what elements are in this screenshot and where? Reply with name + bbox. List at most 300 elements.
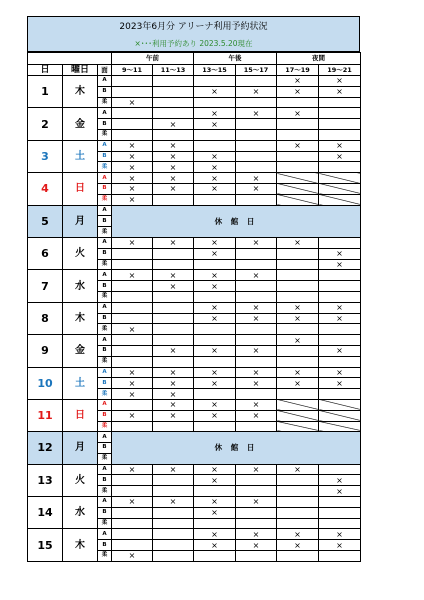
slot-cell — [194, 356, 236, 367]
day-number: 11 — [28, 399, 63, 431]
slot-cell: × — [236, 313, 277, 324]
slot-cell: × — [236, 410, 277, 421]
facility-label: 柔 — [98, 97, 112, 108]
slot-cell: × — [153, 237, 194, 248]
day-row — [28, 529, 361, 540]
slot-cell: × — [319, 529, 361, 540]
slot-cell: × — [236, 497, 277, 508]
col-header-day: 日 — [28, 64, 63, 76]
slot-cell — [153, 324, 194, 335]
unavailable-slot — [319, 194, 361, 205]
slot-cell: × — [194, 151, 236, 162]
slot-cell: × — [112, 378, 153, 389]
slot-cell: × — [194, 464, 236, 475]
slot-cell — [112, 86, 153, 97]
slot-cell: × — [194, 162, 236, 173]
slot-cell: × — [112, 324, 153, 335]
facility-label: B — [98, 540, 112, 551]
facility-label: 柔 — [98, 291, 112, 302]
slot-cell: × — [236, 108, 277, 119]
day-row — [28, 497, 361, 508]
slot-cell — [194, 551, 236, 562]
slot-cell: × — [277, 76, 319, 87]
slot-cell — [236, 76, 277, 87]
facility-label: A — [98, 76, 112, 87]
slot-cell — [112, 259, 153, 270]
facility-label: 柔 — [98, 129, 112, 140]
slot-cell: × — [112, 464, 153, 475]
slot-header: 19～21 — [319, 64, 361, 76]
slot-cell: × — [277, 378, 319, 389]
slot-cell: × — [236, 237, 277, 248]
facility-label: A — [98, 205, 112, 216]
slot-cell — [277, 119, 319, 130]
facility-label: A — [98, 140, 112, 151]
day-row — [28, 270, 361, 281]
facility-label: 柔 — [98, 227, 112, 238]
slot-cell — [194, 518, 236, 529]
slot-cell — [236, 151, 277, 162]
day-row — [28, 76, 361, 87]
slot-header: 9～11 — [112, 64, 153, 76]
slot-cell — [153, 518, 194, 529]
col-header-weekday: 曜日 — [63, 64, 98, 76]
unavailable-slot — [277, 421, 319, 432]
slot-cell — [194, 291, 236, 302]
slot-cell: × — [194, 183, 236, 194]
facility-label: A — [98, 399, 112, 410]
slot-cell — [112, 356, 153, 367]
slot-cell: × — [319, 76, 361, 87]
slot-cell: × — [277, 140, 319, 151]
slot-cell — [236, 421, 277, 432]
slot-cell — [153, 507, 194, 518]
slot-cell: × — [153, 464, 194, 475]
slot-cell — [319, 335, 361, 346]
slot-cell — [194, 140, 236, 151]
facility-label: B — [98, 86, 112, 97]
slot-cell — [236, 291, 277, 302]
slot-cell — [194, 259, 236, 270]
slot-cell — [236, 140, 277, 151]
facility-label: A — [98, 270, 112, 281]
weekday: 日 — [63, 173, 98, 205]
slot-cell — [112, 108, 153, 119]
day-number: 5 — [28, 205, 63, 237]
weekday: 日 — [63, 399, 98, 431]
slot-cell — [319, 551, 361, 562]
period-morning: 午前 — [112, 53, 194, 65]
slot-cell — [277, 518, 319, 529]
slot-cell: × — [277, 313, 319, 324]
slot-cell: × — [277, 237, 319, 248]
weekday: 水 — [63, 497, 98, 529]
slot-cell — [277, 97, 319, 108]
slot-cell: × — [319, 151, 361, 162]
slot-cell — [277, 281, 319, 292]
slot-cell — [153, 86, 194, 97]
slot-cell — [319, 497, 361, 508]
slot-cell — [236, 389, 277, 400]
slot-cell — [194, 194, 236, 205]
period-afternoon: 午後 — [194, 53, 277, 65]
slot-cell — [236, 324, 277, 335]
period-night: 夜間 — [277, 53, 361, 65]
slot-cell: × — [277, 540, 319, 551]
slot-cell: × — [194, 108, 236, 119]
slot-cell: × — [277, 302, 319, 313]
slot-cell — [194, 421, 236, 432]
slot-cell: × — [319, 378, 361, 389]
slot-cell: × — [236, 173, 277, 184]
slot-cell: × — [319, 345, 361, 356]
slot-header: 11～13 — [153, 64, 194, 76]
facility-label: A — [98, 464, 112, 475]
slot-cell: × — [236, 529, 277, 540]
slot-cell — [236, 335, 277, 346]
slot-cell: × — [194, 302, 236, 313]
slot-cell: × — [112, 173, 153, 184]
slot-cell — [277, 551, 319, 562]
slot-cell: × — [236, 345, 277, 356]
slot-cell — [194, 76, 236, 87]
slot-cell — [319, 518, 361, 529]
slot-cell: × — [319, 140, 361, 151]
slot-cell — [112, 529, 153, 540]
col-header-facility: 面 — [98, 64, 112, 76]
slot-cell: × — [194, 345, 236, 356]
slot-cell: × — [153, 367, 194, 378]
slot-cell — [319, 507, 361, 518]
weekday: 月 — [63, 205, 98, 237]
slot-cell: × — [153, 399, 194, 410]
slot-cell — [112, 119, 153, 130]
slot-cell — [236, 486, 277, 497]
facility-label: A — [98, 173, 112, 184]
slot-cell — [236, 162, 277, 173]
slot-cell: × — [194, 497, 236, 508]
facility-label: A — [98, 237, 112, 248]
slot-cell — [112, 129, 153, 140]
slot-cell: × — [277, 108, 319, 119]
weekday: 火 — [63, 237, 98, 269]
reservation-sheet — [27, 16, 360, 562]
slot-cell — [236, 518, 277, 529]
slot-cell: × — [277, 367, 319, 378]
slot-cell — [277, 259, 319, 270]
facility-label: B — [98, 119, 112, 130]
day-row — [28, 302, 361, 313]
slot-cell — [112, 313, 153, 324]
slot-cell — [153, 76, 194, 87]
day-number: 8 — [28, 302, 63, 334]
slot-cell: × — [319, 367, 361, 378]
slot-cell: × — [236, 367, 277, 378]
slot-cell: × — [236, 399, 277, 410]
day-row — [28, 464, 361, 475]
slot-cell — [236, 281, 277, 292]
facility-label: B — [98, 281, 112, 292]
slot-cell — [112, 518, 153, 529]
slot-cell — [112, 281, 153, 292]
slot-cell: × — [112, 551, 153, 562]
slot-cell — [153, 97, 194, 108]
slot-cell: × — [153, 345, 194, 356]
facility-label: A — [98, 335, 112, 346]
facility-label: B — [98, 475, 112, 486]
facility-label: B — [98, 313, 112, 324]
slot-cell: × — [112, 410, 153, 421]
slot-header: 15～17 — [236, 64, 277, 76]
day-number: 2 — [28, 108, 63, 140]
day-number: 3 — [28, 140, 63, 172]
slot-cell — [112, 291, 153, 302]
facility-label: 柔 — [98, 486, 112, 497]
unavailable-slot — [277, 173, 319, 184]
reservation-table — [27, 52, 361, 562]
unavailable-slot — [277, 399, 319, 410]
slot-cell: × — [194, 313, 236, 324]
slot-cell — [319, 162, 361, 173]
slot-cell — [277, 475, 319, 486]
slot-cell — [236, 551, 277, 562]
unavailable-slot — [319, 421, 361, 432]
facility-label: A — [98, 432, 112, 443]
slot-header: 13～15 — [194, 64, 236, 76]
slot-cell — [112, 486, 153, 497]
slot-cell — [112, 507, 153, 518]
facility-label: B — [98, 151, 112, 162]
slot-cell — [319, 464, 361, 475]
slot-cell — [112, 248, 153, 259]
legend-note: ×･･･利用予約あり 2023.5.20現在 — [27, 37, 360, 52]
slot-cell — [319, 237, 361, 248]
slot-cell: × — [236, 183, 277, 194]
facility-label: 柔 — [98, 421, 112, 432]
facility-label: 柔 — [98, 551, 112, 562]
slot-header: 17～19 — [277, 64, 319, 76]
slot-cell — [319, 324, 361, 335]
slot-cell: × — [194, 399, 236, 410]
facility-label: B — [98, 507, 112, 518]
slot-cell: × — [153, 270, 194, 281]
day-row — [28, 367, 361, 378]
slot-cell: × — [153, 151, 194, 162]
weekday: 金 — [63, 108, 98, 140]
slot-cell — [319, 97, 361, 108]
slot-cell: × — [236, 270, 277, 281]
slot-cell — [319, 281, 361, 292]
day-number: 6 — [28, 237, 63, 269]
slot-cell: × — [112, 389, 153, 400]
weekday: 火 — [63, 464, 98, 496]
day-number: 9 — [28, 335, 63, 367]
slot-cell: × — [112, 194, 153, 205]
slot-cell: × — [194, 410, 236, 421]
weekday: 水 — [63, 270, 98, 302]
slot-cell — [277, 356, 319, 367]
weekday: 木 — [63, 76, 98, 108]
slot-cell — [153, 259, 194, 270]
day-row — [28, 399, 361, 410]
slot-cell — [277, 389, 319, 400]
slot-cell — [319, 389, 361, 400]
day-row — [28, 237, 361, 248]
slot-cell — [236, 507, 277, 518]
day-row — [28, 108, 361, 119]
unavailable-slot — [277, 183, 319, 194]
slot-cell — [112, 302, 153, 313]
slot-cell: × — [153, 173, 194, 184]
slot-cell — [112, 76, 153, 87]
slot-cell — [153, 335, 194, 346]
facility-label: A — [98, 302, 112, 313]
slot-cell — [194, 97, 236, 108]
slot-cell — [153, 194, 194, 205]
slot-cell: × — [194, 237, 236, 248]
slot-cell: × — [319, 248, 361, 259]
slot-cell — [236, 129, 277, 140]
slot-cell: × — [319, 475, 361, 486]
closed-day-label: 休 館 日 — [112, 205, 361, 237]
weekday: 金 — [63, 335, 98, 367]
slot-cell — [153, 302, 194, 313]
slot-cell: × — [277, 86, 319, 97]
weekday: 木 — [63, 529, 98, 561]
slot-cell — [277, 129, 319, 140]
facility-label: B — [98, 216, 112, 227]
slot-cell — [153, 421, 194, 432]
facility-label: B — [98, 183, 112, 194]
facility-label: 柔 — [98, 324, 112, 335]
slot-cell: × — [194, 173, 236, 184]
slot-cell: × — [236, 464, 277, 475]
slot-cell: × — [194, 248, 236, 259]
slot-cell — [194, 335, 236, 346]
page-title: 2023年6月分 アリーナ利用予約状況 — [27, 16, 360, 37]
unavailable-slot — [319, 399, 361, 410]
slot-cell — [277, 507, 319, 518]
slot-cell: × — [153, 119, 194, 130]
slot-cell — [112, 335, 153, 346]
slot-cell — [153, 248, 194, 259]
slot-cell: × — [236, 302, 277, 313]
facility-label: B — [98, 443, 112, 454]
facility-label: A — [98, 367, 112, 378]
slot-cell: × — [319, 86, 361, 97]
slot-cell — [153, 529, 194, 540]
slot-cell — [194, 129, 236, 140]
slot-cell: × — [153, 378, 194, 389]
slot-cell — [153, 313, 194, 324]
slot-cell — [153, 291, 194, 302]
day-number: 7 — [28, 270, 63, 302]
slot-cell: × — [236, 540, 277, 551]
facility-label: A — [98, 497, 112, 508]
slot-cell: × — [319, 302, 361, 313]
slot-cell: × — [277, 464, 319, 475]
day-row — [28, 335, 361, 346]
slot-cell: × — [194, 378, 236, 389]
day-number: 1 — [28, 76, 63, 108]
slot-cell — [236, 119, 277, 130]
slot-cell — [236, 475, 277, 486]
slot-cell: × — [236, 86, 277, 97]
slot-cell — [153, 486, 194, 497]
slot-cell: × — [153, 183, 194, 194]
facility-label: 柔 — [98, 259, 112, 270]
slot-cell: × — [153, 389, 194, 400]
unavailable-slot — [277, 410, 319, 421]
slot-cell — [236, 194, 277, 205]
slot-cell: × — [194, 540, 236, 551]
slot-cell — [194, 324, 236, 335]
facility-label: B — [98, 410, 112, 421]
slot-cell — [319, 270, 361, 281]
slot-cell — [112, 475, 153, 486]
slot-cell — [319, 291, 361, 302]
slot-cell — [112, 399, 153, 410]
slot-cell — [153, 356, 194, 367]
slot-cell — [319, 108, 361, 119]
slot-cell — [277, 151, 319, 162]
slot-cell — [236, 356, 277, 367]
day-number: 15 — [28, 529, 63, 561]
slot-cell — [236, 259, 277, 270]
weekday: 土 — [63, 140, 98, 172]
weekday: 月 — [63, 432, 98, 464]
weekday: 木 — [63, 302, 98, 334]
slot-cell: × — [153, 162, 194, 173]
slot-cell: × — [194, 507, 236, 518]
slot-cell: × — [277, 335, 319, 346]
facility-label: A — [98, 529, 112, 540]
slot-cell: × — [112, 162, 153, 173]
slot-cell: × — [112, 497, 153, 508]
slot-cell — [194, 389, 236, 400]
slot-cell: × — [319, 259, 361, 270]
slot-cell: × — [194, 86, 236, 97]
slot-cell: × — [194, 281, 236, 292]
day-number: 12 — [28, 432, 63, 464]
slot-cell — [112, 540, 153, 551]
slot-cell — [277, 270, 319, 281]
slot-cell: × — [112, 270, 153, 281]
day-number: 14 — [28, 497, 63, 529]
slot-cell: × — [319, 486, 361, 497]
slot-cell — [153, 108, 194, 119]
facility-label: 柔 — [98, 518, 112, 529]
slot-cell: × — [319, 540, 361, 551]
slot-cell: × — [277, 529, 319, 540]
day-row — [28, 173, 361, 184]
slot-cell — [277, 497, 319, 508]
facility-label: B — [98, 248, 112, 259]
slot-cell — [277, 248, 319, 259]
facility-label: A — [98, 108, 112, 119]
slot-cell — [277, 162, 319, 173]
slot-cell — [236, 97, 277, 108]
slot-cell — [319, 356, 361, 367]
slot-cell: × — [112, 367, 153, 378]
slot-cell: × — [153, 281, 194, 292]
slot-cell: × — [194, 529, 236, 540]
unavailable-slot — [319, 410, 361, 421]
slot-cell: × — [236, 378, 277, 389]
slot-cell — [277, 345, 319, 356]
slot-cell — [194, 486, 236, 497]
slot-cell: × — [153, 410, 194, 421]
